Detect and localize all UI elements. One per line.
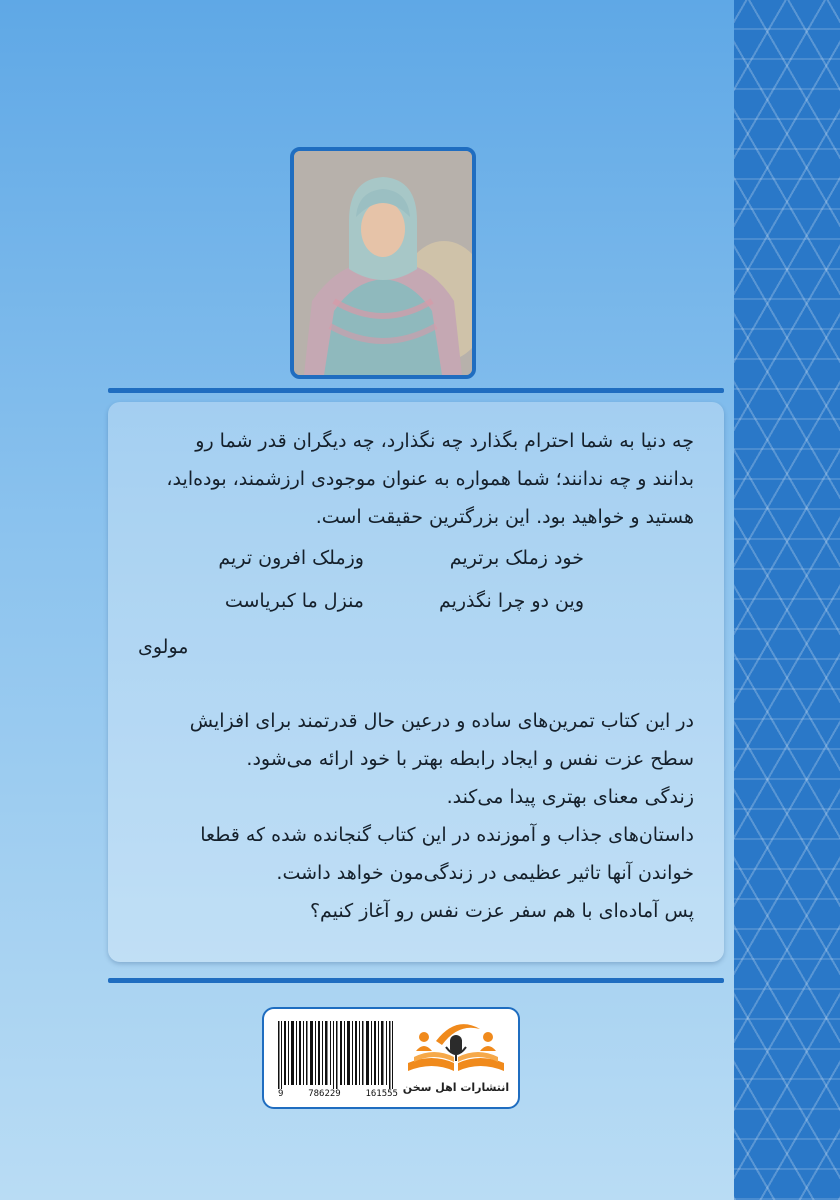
spine-pattern <box>734 0 840 1200</box>
description-line-2: سطح عزت نفس و ایجاد رابطه بهتر با خود ارائه می‌شود. <box>246 748 694 770</box>
isbn-digits <box>278 1089 398 1099</box>
poem-verse-1-left: وزملک افرون تریم <box>218 547 364 569</box>
publisher-card <box>262 1007 520 1109</box>
poem-verse-2-left: منزل ما کبریاست <box>224 590 364 612</box>
author-portrait-image <box>294 151 472 375</box>
description-line-3: زندگی معنای بهتری پیدا می‌کند. <box>446 786 694 808</box>
isbn-digit-group-3: 161555 <box>365 1089 398 1099</box>
quote-line-2: بدانند و چه ندانند؛ شما همواره به عنوان موجودی ارزشمند، بوده‌اید، <box>166 468 694 490</box>
bottom-divider <box>108 978 724 983</box>
poet-name: مولوی <box>138 636 189 658</box>
isbn-digit-group-1: 9 <box>278 1089 284 1099</box>
poem-verse-1-right: خود زملک برتریم <box>449 547 584 569</box>
description-line-5: خواندن آنها تاثیر عظیمی در زندگی‌مون خواهد داشت. <box>276 862 694 884</box>
publisher-name: انتشارات اهل سخن <box>402 1081 510 1094</box>
poem-verse-2-right: وین دو چرا نگذریم <box>438 590 584 612</box>
book-microphone-icon <box>400 1019 512 1079</box>
isbn-digit-group-2: 786229 <box>308 1089 341 1099</box>
author-photo <box>290 147 476 379</box>
description-line-4: داستان‌های جذاب و آموزنده در این کتاب گنجانده شده که قطعا <box>200 824 694 846</box>
text-panel <box>108 402 724 962</box>
isbn-barcode <box>276 1021 396 1089</box>
quote-line-1: چه دنیا به شما احترام بگذارد چه نگذارد، چه دیگران قدر شما رو <box>195 430 694 452</box>
barcode-bars <box>276 1021 396 1089</box>
top-divider <box>108 388 724 393</box>
quote-line-3: هستید و خواهید بود. این بزرگترین حقیقت است. <box>315 506 694 528</box>
description-line-6: پس آماده‌ای با هم سفر عزت نفس رو آغاز کنیم؟ <box>309 900 694 922</box>
description-line-1: در این کتاب تمرین‌های ساده و درعین حال قدرتمند برای افزایش <box>189 710 694 732</box>
